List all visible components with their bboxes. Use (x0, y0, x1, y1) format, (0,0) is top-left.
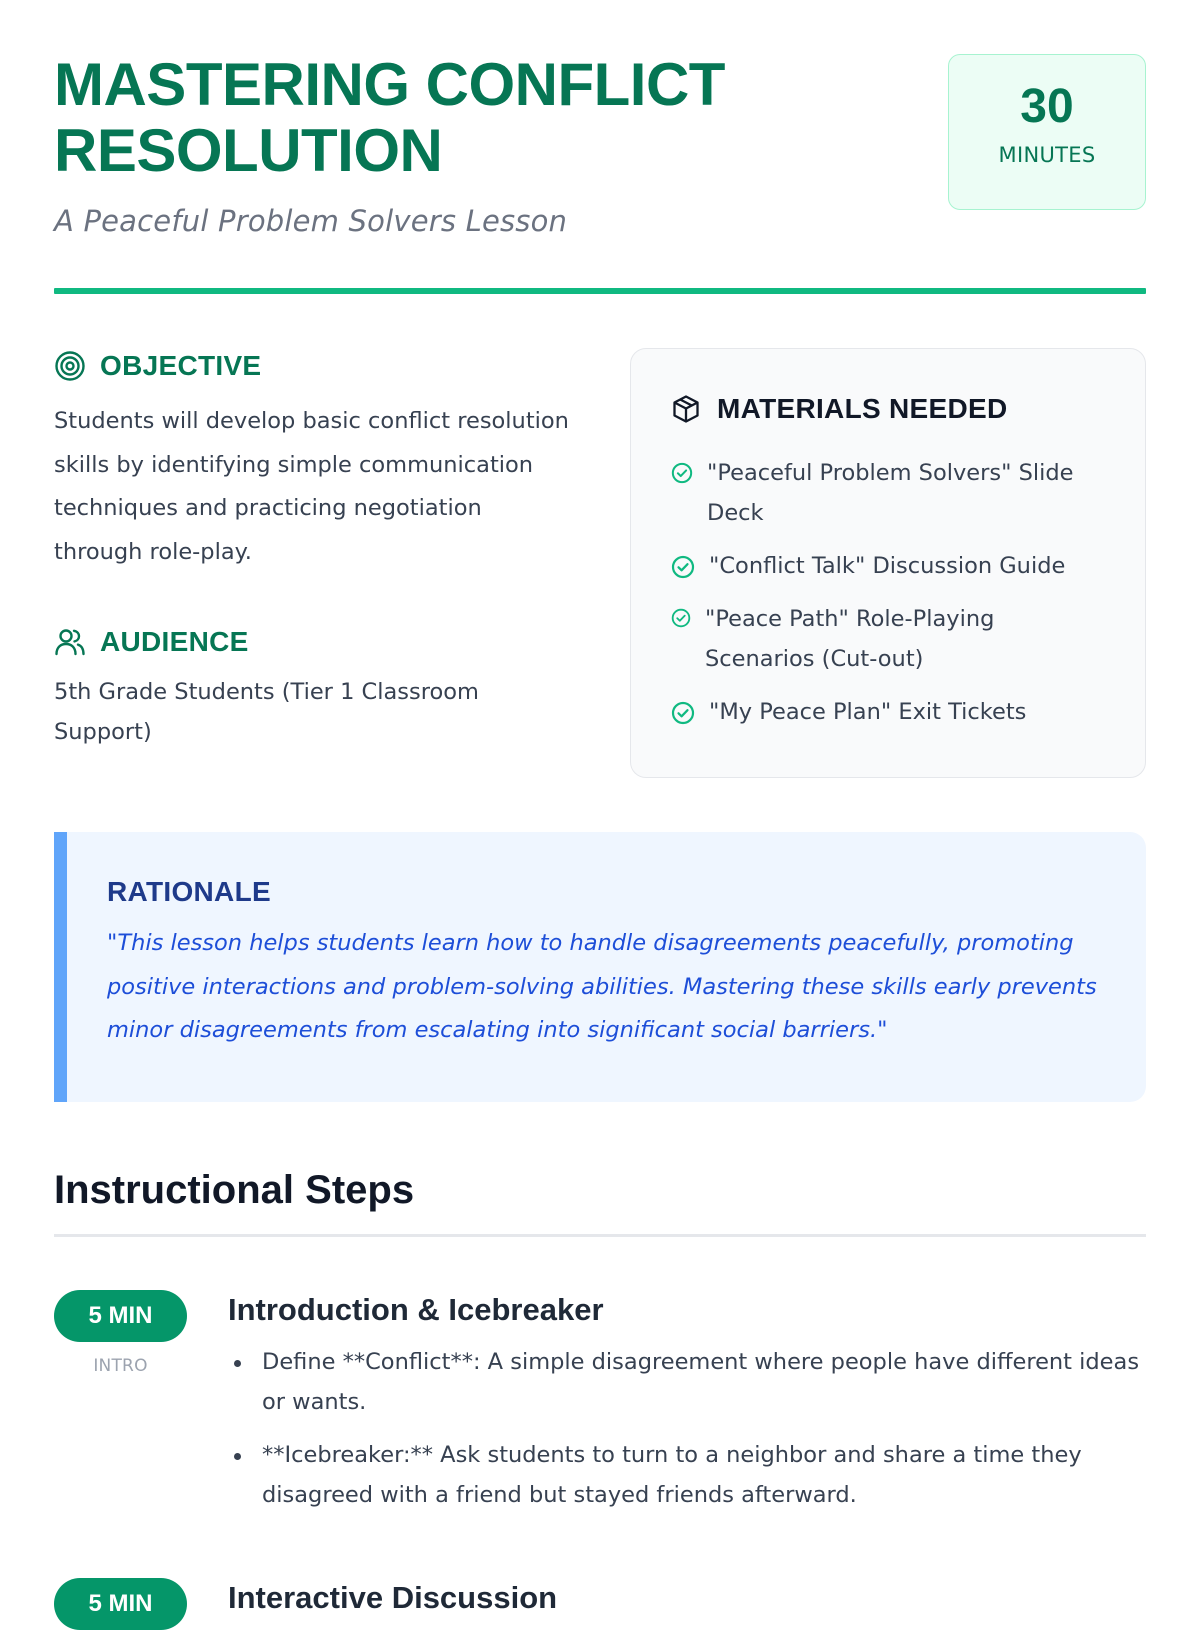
lesson-header (54, 52, 1146, 292)
objective-heading-label: OBJECTIVE (100, 350, 262, 381)
list-item (671, 546, 1105, 586)
step-tag: INTRO (93, 1356, 148, 1376)
step-body (228, 1290, 1146, 1528)
lesson-subtitle: A Peaceful Problem Solvers Lesson (54, 204, 568, 238)
audience-heading (54, 626, 574, 658)
users-icon (54, 626, 86, 658)
check-circle-icon (671, 701, 695, 725)
duration-box (948, 54, 1146, 210)
check-circle-icon (671, 462, 693, 484)
list-item (671, 599, 1105, 679)
material-label: "My Peace Plan" Exit Tickets (709, 699, 1027, 725)
material-label: "Peaceful Problem Solvers" Slide Deck (707, 460, 1074, 526)
list-item: Define **Conflict**: A simple disagreement where people have different ideas or wants. (228, 1342, 1146, 1422)
step-body (228, 1578, 1146, 1618)
duration-unit: MINUTES (998, 143, 1096, 167)
list-item (671, 453, 1105, 533)
objective-text: Students will develop basic conflict resolution skills by identifying simple communication techniques and practicing negotiation through role-play. (54, 408, 569, 565)
target-icon (54, 350, 86, 382)
list-item (671, 692, 1105, 732)
materials-list (671, 453, 1105, 732)
lesson-title: MASTERING CONFLICT RESOLUTION (54, 51, 725, 184)
list-item: **Icebreaker:** Ask students to turn to a neighbor and share a time they disagreed with a friend but stayed friends afterward. (228, 1435, 1146, 1515)
steps-divider (54, 1234, 1146, 1237)
material-label: "Peace Path" Role-Playing Scenarios (Cut-out) (705, 606, 995, 672)
objective-heading (54, 350, 574, 382)
header-divider (54, 288, 1146, 294)
step-duration-badge: 5 MIN (54, 1290, 187, 1342)
rationale-callout (54, 832, 1146, 1102)
rationale-text: "This lesson helps students learn how to handle disagreements peacefully, promoting positive interactions and problem-solving abilities. Mastering these skills early prevents minor disagreements from escalating into significant social barriers." (107, 930, 1097, 1043)
steps-heading: Instructional Steps (54, 1168, 415, 1212)
step-duration-badge: 5 MIN (54, 1578, 187, 1630)
step-list (228, 1342, 1146, 1515)
overview-column (54, 350, 574, 752)
audience-heading-label: AUDIENCE (100, 626, 249, 657)
rationale-heading: RATIONALE (107, 876, 271, 907)
audience-text: 5th Grade Students (Tier 1 Classroom Support) (54, 679, 479, 745)
duration-value: 30 (1020, 80, 1074, 133)
package-icon (671, 394, 701, 424)
material-label: "Conflict Talk" Discussion Guide (709, 553, 1066, 579)
materials-heading (671, 393, 1105, 425)
materials-card (630, 348, 1146, 778)
step-title: Introduction & Icebreaker (228, 1292, 604, 1327)
step-title: Interactive Discussion (228, 1580, 558, 1615)
materials-heading-label: MATERIALS NEEDED (717, 393, 1008, 424)
check-circle-icon (671, 608, 691, 628)
check-circle-icon (671, 555, 695, 579)
